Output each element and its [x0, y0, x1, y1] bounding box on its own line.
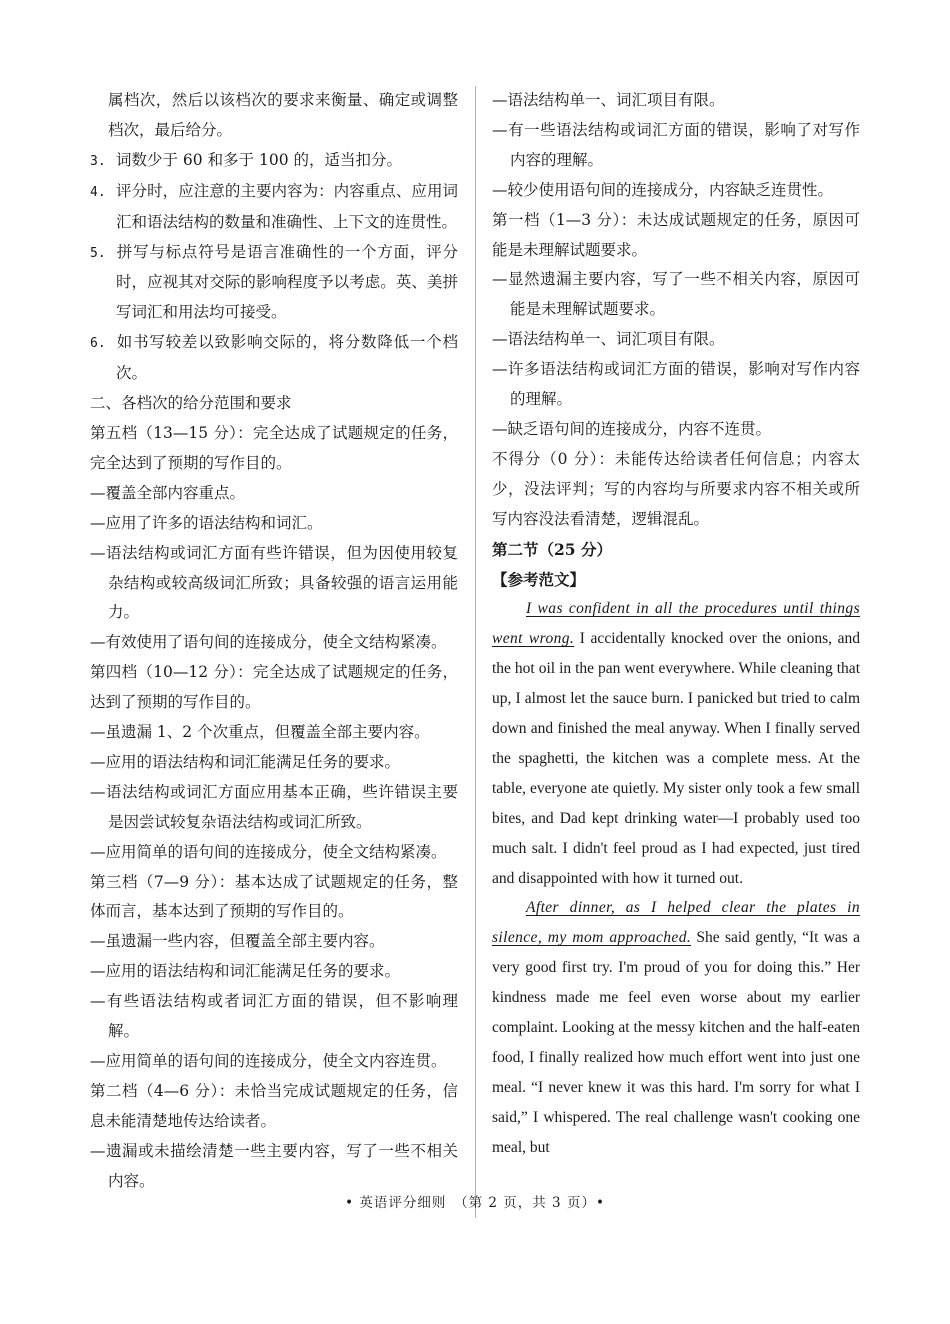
- right-column: [492, 86, 860, 1163]
- section-title: 第二节（25 分）: [492, 539, 612, 559]
- rule-4: [90, 177, 458, 238]
- grade-1-criterion: —许多语法结构或词汇方面的错误，影响对写作内容的理解。: [492, 360, 860, 409]
- rule-number: 6.: [90, 336, 106, 352]
- sample-essay-heading: 【参考范文】: [492, 569, 586, 589]
- rule-text: 如书写较差以致影响交际的，将分数降低一个档次。: [116, 333, 458, 383]
- sample-paragraph-1: [492, 594, 860, 893]
- grade-4-criterion: —应用简单的语句间的连接成分，使全文结构紧凑。: [90, 842, 447, 861]
- grade-3-criterion: —应用简单的语句间的连接成分，使全文内容连贯。: [90, 1052, 447, 1070]
- rule-number: 3.: [90, 153, 106, 169]
- grade-4-criterion: —语法结构或词汇方面应用基本正确，些许错误主要是因尝试较复杂语法结构或词汇所致。: [90, 782, 458, 831]
- grade-5-criterion: —语法结构或词汇方面有些许错误，但为因使用较复杂结构或较高级词汇所致；具备较强的语言运用能力。: [90, 543, 458, 622]
- grade-2-title: 第二档（4—6 分）：未恰当完成试题规定的任务，信息未能清楚地传达给读者。: [90, 1081, 458, 1130]
- sample-paragraph-2: [492, 893, 860, 1162]
- given-opening-sentence: I was confident in all the procedures until things went wrong.: [492, 600, 860, 648]
- column-divider: [475, 86, 476, 1218]
- grade-3-criterion: —虽遗漏一些内容，但覆盖全部主要内容。: [90, 932, 385, 951]
- grade-5-criterion: —覆盖全部内容重点。: [90, 483, 246, 502]
- given-opening-sentence: After dinner, as I helped clear the plates in silence, my mom approached.: [492, 899, 860, 947]
- grade-2-criterion: —有一些语法结构或词汇方面的错误，影响了对写作内容的理解。: [492, 120, 860, 169]
- rule-6: [90, 328, 458, 389]
- grade-4-criterion: —应用的语法结构和词汇能满足任务的要求。: [90, 752, 401, 771]
- rule-number: 4.: [90, 184, 106, 200]
- grade-2-criterion: —语法结构单一、词汇项目有限。: [492, 91, 725, 109]
- grade-3-criterion: —有些语法结构或者词汇方面的错误，但不影响理解。: [90, 992, 458, 1041]
- grade-3-title: 第三档（7—9 分）：基本达成了试题规定的任务，整体而言，基本达到了预期的写作目的。: [90, 872, 458, 921]
- grade-5-criterion: —有效使用了语句间的连接成分，使全文结构紧凑。: [90, 633, 447, 652]
- rule-2-continuation: 属档次，然后以该档次的要求来衡量、确定或调整档次，最后给分。: [108, 91, 458, 139]
- grade-4-criterion: —虽遗漏 1、2 个次重点，但覆盖全部主要内容。: [90, 723, 430, 742]
- grade-0-description: 不得分（0 分）：未能传达给读者任何信息；内容太少，没法评判；写的内容均与所要求内容不相关或所写内容没法看清楚，逻辑混乱。: [492, 449, 860, 528]
- rule-number: 5.: [90, 245, 106, 261]
- grade-1-criterion: —语法结构单一、词汇项目有限。: [492, 330, 725, 349]
- grade-3-criterion: —应用的语法结构和词汇能满足任务的要求。: [90, 962, 401, 981]
- rule-text: 词数少于 60 和多于 100 的，适当扣分。: [116, 150, 403, 169]
- grade-2-criterion: —遗漏或未描绘清楚一些主要内容，写了一些不相关内容。: [90, 1141, 458, 1190]
- left-column: [90, 86, 458, 1197]
- paragraph-body: I accidentally knocked over the onions, and the hot oil in the pan went everywhere. While cleaning that up, I almost let the sauce burn. I panicked but tried to calm down and finished the meal anyway. When I finally served the spaghetti, the kitchen was a complete mess. At the table, everyone ate quietly. My sister only took a few small bites, and Dad kept drinking water—I probably used too much salt. I didn't feel proud as I had expected, just tired and disappointed with how it turned out.: [492, 630, 860, 887]
- grade-1-criterion: —显然遗漏主要内容，写了一些不相关内容，原因可能是未理解试题要求。: [492, 270, 860, 319]
- rule-3: [90, 146, 458, 177]
- rule-text: 拼写与标点符号是语言准确性的一个方面，评分时，应视其对交际的影响程度予以考虑。英、美拼写词汇和用法均可接受。: [116, 242, 458, 322]
- paragraph-body: She said gently, “It was a very good first try. I'm proud of you for doing this.” Her kindness made me feel even worse about my earlier complaint. Looking at the messy kitchen and the half-eaten food, I finally realized how much effort went into just one meal. “I never knew it was this hard. I'm sorry for what I said,” I whispered. The real challenge wasn't cooking one meal, but: [492, 929, 860, 1156]
- rule-text: 评分时，应注意的主要内容为：内容重点、应用词汇和语法结构的数量和准确性、上下文的连贯性。: [116, 181, 458, 231]
- grade-2-criterion: —较少使用语句间的连接成分，内容缺乏连贯性。: [492, 180, 834, 199]
- grade-5-criterion: —应用了许多的语法结构和词汇。: [90, 513, 323, 532]
- grade-1-criterion: —缺乏语句间的连接成分，内容不连贯。: [492, 419, 772, 438]
- grade-4-title: 第四档（10—12 分）：完全达成了试题规定的任务，达到了预期的写作目的。: [90, 663, 458, 712]
- grade-1-title: 第一档（1—3 分）：未达成试题规定的任务，原因可能是未理解试题要求。: [492, 210, 860, 259]
- rule-5: [90, 238, 458, 329]
- section-heading: 二、各档次的给分范围和要求: [90, 394, 292, 413]
- grade-5-title: 第五档（13—15 分）：完全达成了试题规定的任务，完全达到了预期的写作目的。: [90, 423, 458, 472]
- page-footer: • 英语评分细则 （第 2 页，共 3 页）•: [345, 1195, 605, 1211]
